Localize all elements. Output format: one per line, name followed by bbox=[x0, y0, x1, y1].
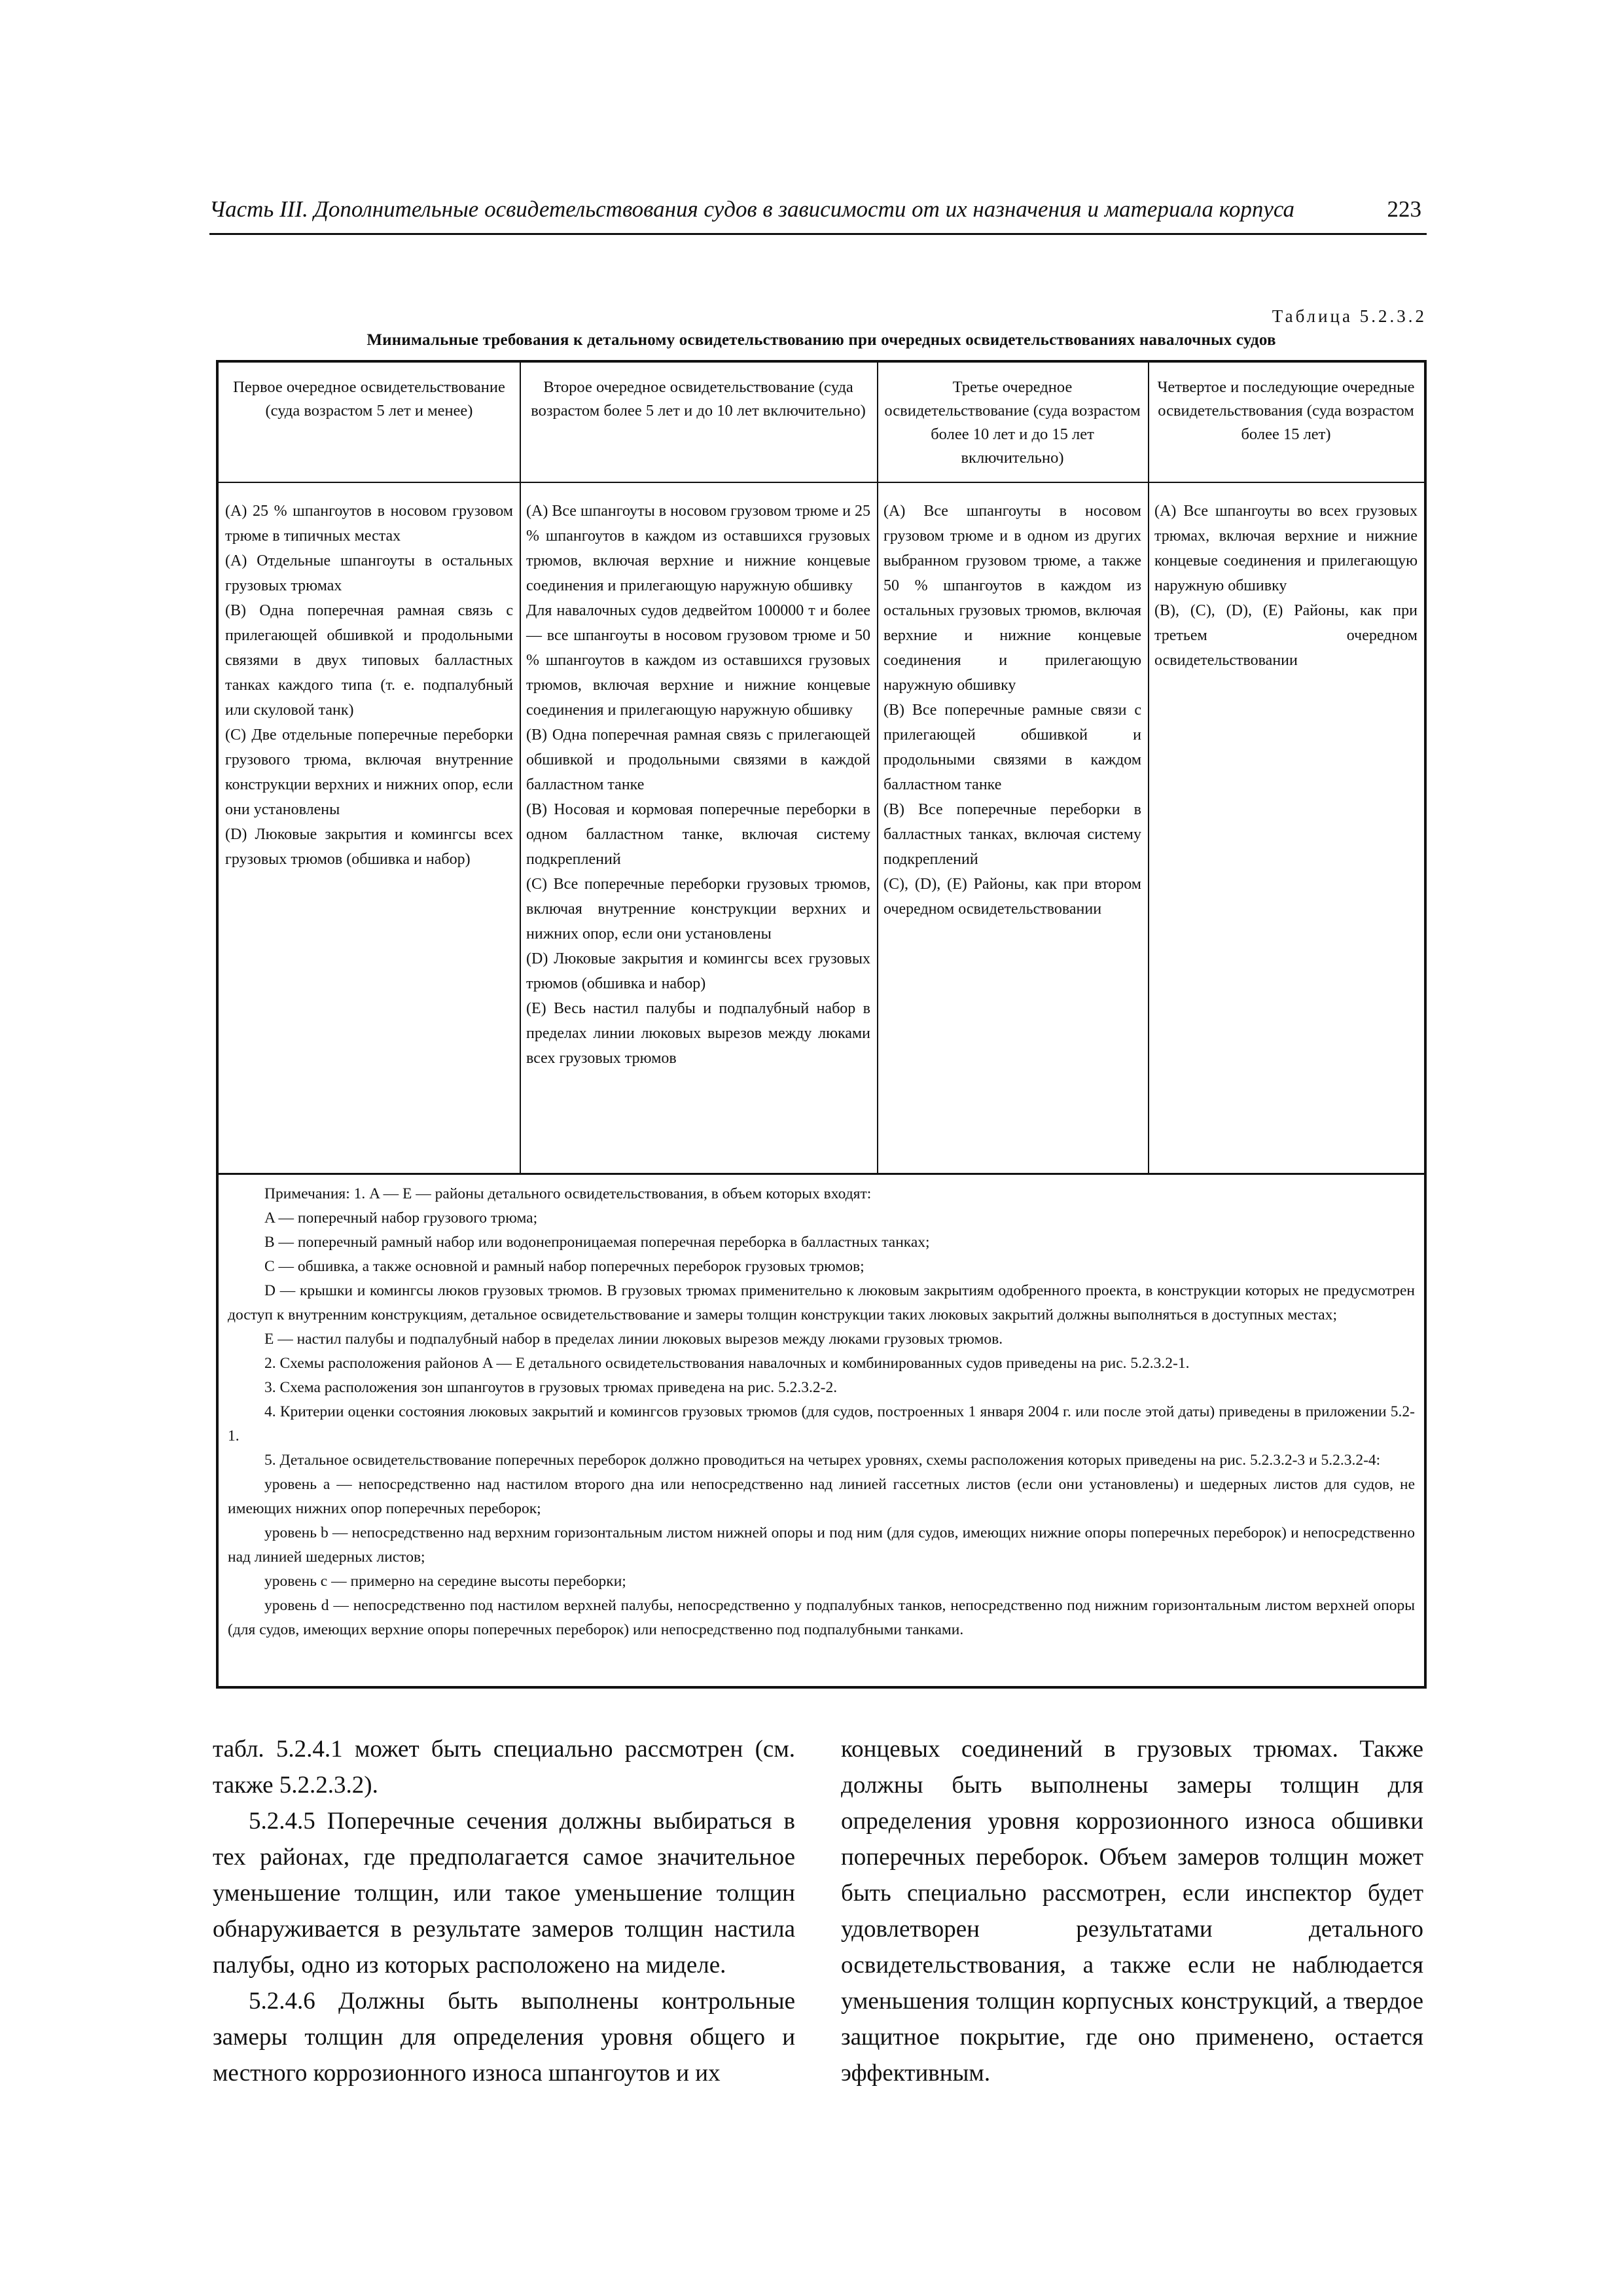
note-line: A — поперечный набор грузового трюма; bbox=[264, 1210, 538, 1227]
column-body bbox=[225, 499, 513, 872]
column-item: (C), (D), (E) Районы, как при втором очередном освидетельствовании bbox=[883, 876, 1141, 918]
column-header: Второе очередное освидетельствование (суда возрастом более 5 лет и до 10 лет включительно) bbox=[531, 378, 866, 420]
column-item: (B), (C), (D), (E) Районы, как при третьем очередном освидетельствовании bbox=[1154, 602, 1418, 669]
note-line: уровень a — непосредственно над настилом второго дна или непосредственно над линией гассетных листов (если они установлены) и шедерных листов для судов, не имеющих нижних опор поперечных переборок; bbox=[228, 1476, 1415, 1517]
note-line: B — поперечный рамный набор или водонепроницаемая поперечная переборка в балластных танках; bbox=[264, 1234, 930, 1251]
column-item: Для навалочных судов дедвейтом 100000 т и более — все шпангоуты в носовом грузовом трюме и 50 % шпангоутов в каждом из оставшихся грузовых трюмов, включая верхние и нижние концевые соединения и прилегающую наружную обшивку bbox=[526, 602, 870, 719]
page-number: 223 bbox=[1387, 196, 1421, 222]
note-line: уровень b — непосредственно над верхним горизонтальным листом нижней опоры и под ним (для судов, имеющих нижние опоры поперечных переборок) и непосредственно над линией шедерных листов; bbox=[228, 1524, 1415, 1566]
paragraph: концевых соединений в грузовых трюмах. Также должны быть выполнены замеры толщин для определения уровня коррозионного износа обшивки поперечных переборок. Объем замеров толщин может быть специально рассмотрен, если инспектор будет удовлетворен результатами детального освидетельствования, а также если не наблюдается уменьшения толщин корпусных конструкций, а твердое защитное покрытие, где оно применено, остается эффективным. bbox=[841, 1736, 1423, 2087]
column-item: (A) 25 % шпангоутов в носовом грузовом трюме в типичных местах bbox=[225, 503, 513, 545]
note-line: Примечания: 1. A — E — районы детального освидетельствования, в объем которых входят: bbox=[264, 1185, 872, 1202]
column-item: (C) Две отдельные поперечные переборки грузового трюма, включая внутренние конструкции верхних и нижних опор, если они установлены bbox=[225, 726, 513, 818]
column-item: (A) Все шпангоуты в носовом грузовом трюме и в одном из других выбранном грузовом трюме, а также 50 % шпангоутов в каждом из остальных грузовых трюмов, включая верхние и нижние концевые соединения и прилегающую наружную обшивку bbox=[883, 503, 1141, 694]
column-item: (B) Все поперечные переборки в балластных танках, включая систему подкреплений bbox=[883, 801, 1141, 868]
note-line: 2. Схемы расположения районов A — E детального освидетельствования навалочных и комбинированных судов приведены на рис. 5.2.3.2-1. bbox=[264, 1355, 1190, 1372]
note-line: E — настил палубы и подпалубный набор в пределах линии люковых вырезов между люками грузовых трюмов. bbox=[264, 1331, 1003, 1348]
column-item: (B) Носовая и кормовая поперечные переборки в одном балластном танке, включая систему подкреплений bbox=[526, 801, 870, 868]
table-caption: Минимальные требования к детальному освидетельствованию при очередных освидетельствованиях навалочных судов bbox=[366, 331, 1276, 349]
paragraph: табл. 5.2.4.1 может быть специально рассмотрен (см. также 5.2.2.3.2). bbox=[213, 1736, 795, 1799]
column-item: (D) Люковые закрытия и комингсы всех грузовых трюмов (обшивка и набор) bbox=[225, 826, 513, 868]
note-line: C — обшивка, а также основной и рамный набор поперечных переборок грузовых трюмов; bbox=[264, 1258, 865, 1275]
table-column-2 bbox=[520, 363, 877, 1173]
note-line: 3. Схема расположения зон шпангоутов в грузовых трюмах приведена на рис. 5.2.3.2-2. bbox=[264, 1379, 838, 1396]
table-column-3 bbox=[877, 363, 1148, 1173]
column-item: (B) Одна поперечная рамная связь с прилегающей обшивкой и продольными связями в каждой балластном танке bbox=[526, 726, 870, 793]
table-column-4 bbox=[1148, 363, 1424, 1173]
column-body bbox=[526, 499, 870, 1071]
paragraph: 5.2.4.6 Должны быть выполнены контрольные замеры толщин для определения уровня общего и местного коррозионного износа шпангоутов и их bbox=[213, 1988, 795, 2087]
note-line: 5. Детальное освидетельствование поперечных переборок должно проводиться на четырех уровнях, схемы расположения которых приведены на рис. 5.2.3.2-3 и 5.2.3.2-4: bbox=[264, 1452, 1381, 1469]
requirements-table bbox=[216, 360, 1427, 1689]
column-item: (B) Одна поперечная рамная связь с прилегающей обшивкой и продольными связями в двух типовых балластных танках каждого типа (т. е. подпалубный или скуловой танк) bbox=[225, 602, 513, 719]
note-line: уровень d — непосредственно под настилом верхней палубы, непосредственно у подпалубных танков, непосредственно под нижним горизонтальным листом верхней опоры (для судов, имеющих верхние опоры поперечных переборок) или непосредственно под подпалубными танками. bbox=[228, 1597, 1415, 1638]
running-header bbox=[209, 194, 1427, 235]
note-line: 4. Критерии оценки состояния люковых закрытий и комингсов грузовых трюмов (для судов, построенных 1 января 2004 г. или после этой даты) приведены в приложении 5.2-1. bbox=[228, 1403, 1415, 1444]
column-item: (E) Весь настил палубы и подпалубный набор в пределах линии люковых вырезов между люками всех грузовых трюмов bbox=[526, 1000, 870, 1067]
column-body bbox=[883, 499, 1141, 922]
table-column-1 bbox=[219, 363, 520, 1173]
column-item: (B) Все поперечные рамные связи с прилегающей обшивкой и продольными связями в каждом балластном танке bbox=[883, 702, 1141, 793]
column-body bbox=[1154, 499, 1418, 673]
note-line: D — крышки и комингсы люков грузовых трюмов. В грузовых трюмах применительно к люковым закрытиям одобренного проекта, в конструкции которых не предусмотрен доступ к внутренним конструкциям, детальное освидетельствование и замеры толщин конструкции таких люковых закрытий должны выполняться в доступных местах; bbox=[228, 1282, 1415, 1323]
body-left-column bbox=[213, 1731, 795, 2091]
column-item: (A) Отдельные шпангоуты в остальных грузовых трюмах bbox=[225, 552, 513, 594]
column-item: (A) Все шпангоуты в носовом грузовом трюме и 25 % шпангоутов в каждом из оставшихся грузовых трюмов, включая верхние и нижние концевые соединения и прилегающую наружную обшивку bbox=[526, 503, 870, 594]
column-header: Первое очередное освидетельствование (суда возрастом 5 лет и менее) bbox=[233, 378, 505, 420]
column-header: Третье очередное освидетельствование (суда возрастом более 10 лет и до 15 лет включительно) bbox=[884, 378, 1141, 467]
paragraph: 5.2.4.5 Поперечные сечения должны выбираться в тех районах, где предполагается самое значительное уменьшение толщин, или такое уменьшение толщин обнаруживается в результате замеров толщин настила палубы, одно из которых расположено на миделе. bbox=[213, 1808, 795, 1979]
header-title: Часть III. Дополнительные освидетельствования судов в зависимости от их назначения и материала корпуса bbox=[209, 196, 1294, 222]
table-notes bbox=[228, 1182, 1415, 1642]
notes-divider bbox=[219, 1173, 1424, 1175]
column-header: Четвертое и последующие очередные освидетельствования (суда возрастом более 15 лет) bbox=[1157, 378, 1415, 443]
column-item: (A) Все шпангоуты во всех грузовых трюмах, включая верхние и нижние концевые соединения и прилегающую наружную обшивку bbox=[1154, 503, 1418, 594]
column-item: (C) Все поперечные переборки грузовых трюмов, включая внутренние конструкции верхних и нижних опор, если они установлены bbox=[526, 876, 870, 942]
note-line: уровень c — примерно на середине высоты переборки; bbox=[264, 1573, 626, 1590]
table-label: Таблица 5.2.3.2 bbox=[1272, 306, 1427, 326]
column-item: (D) Люковые закрытия и комингсы всех грузовых трюмов (обшивка и набор) bbox=[526, 950, 870, 992]
body-right-column bbox=[841, 1731, 1423, 2091]
